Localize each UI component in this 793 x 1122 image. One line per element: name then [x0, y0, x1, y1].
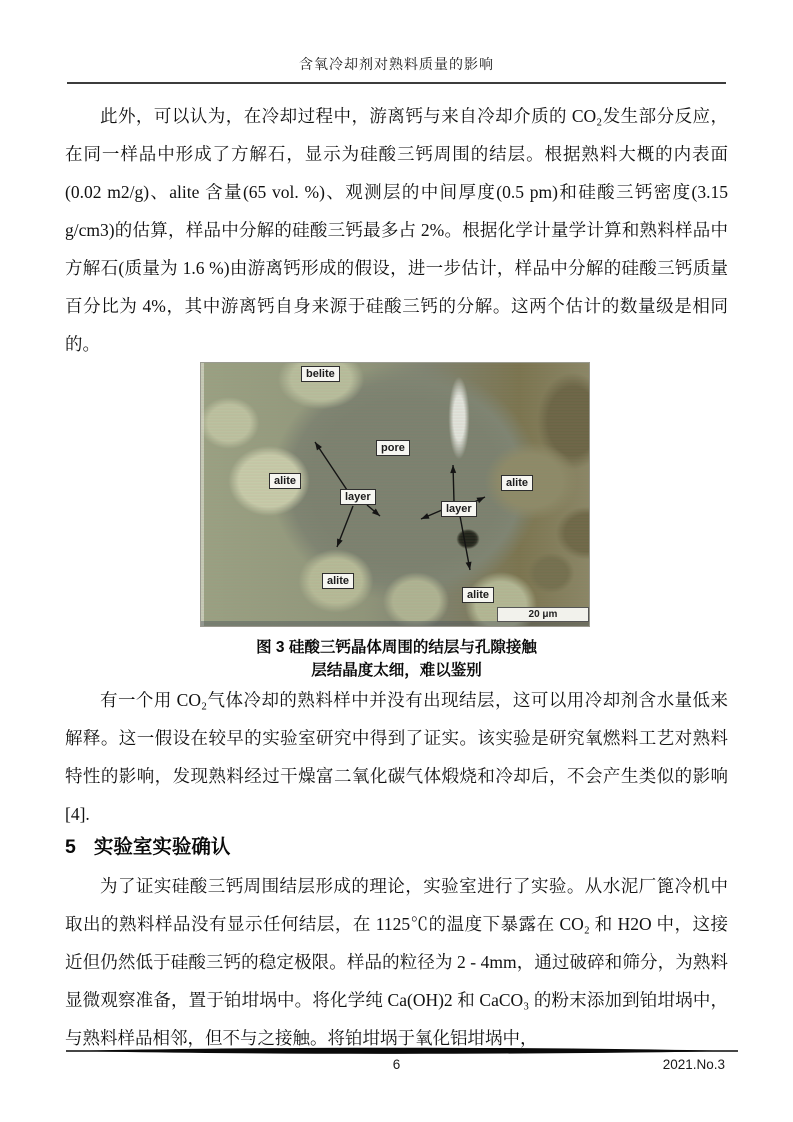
figure-caption: [0, 636, 793, 682]
figure-label-layer-left: layer: [340, 489, 376, 505]
figure-label-alite-bottom-left: alite: [322, 573, 354, 589]
paragraph-1: 此外，可以认为，在冷却过程中，游离钙与来自冷却介质的 CO₂发生部分反应，在同一样品中形成了方解石，显示为硅酸三钙周围的结层。根据熟料大概的内表面(0.02 m2/g)、alite 含量(65 vol. %)、观测层的中间厚度(0.5 pm)和硅酸三钙密度(3.15 g/cm3)的估算，样品中分解的硅酸三钙最多占 2%。根据化学计量学计算和熟料样品中方解石(质量为 1.6 %)由游离钙形成的假设，进一步估计，样品中分解的硅酸三钙质量百分比为 4%，其中游离钙自身来源于硅酸三钙的分解。这两个估计的数量级是相同的。: [65, 106, 728, 354]
figure-label-alite-left: alite: [269, 473, 301, 489]
footer-rule: [0, 1046, 793, 1056]
figure-label-pore: pore: [376, 440, 410, 456]
section-heading-5: [65, 831, 728, 859]
figure-caption-line1: 图 3 硅酸三钙晶体周围的结层与孔隙接触: [256, 639, 537, 656]
figure-label-alite-right: alite: [501, 475, 533, 491]
figure-label-alite-bottom-right: alite: [462, 587, 494, 603]
paragraph-3: 为了证实硅酸三钙周围结层形成的理论，实验室进行了实验。从水泥厂篦冷机中取出的熟料样品没有显示任何结层，在 1125℃的温度下暴露在 CO₂ 和 H2O 中，这接近但仍然低于硅酸三钙的稳定极限。样品的粒径为 2 - 4mm，通过破碎和筛分，为熟料显微观察准备，置于铂坩埚中。将化学纯 Ca(OH)2 和 CaCO₃ 的粉末添加到铂坩埚中，与熟料样品相邻，但不与之接触。将铂坩埚于氧化铝坩埚中，: [65, 876, 728, 1048]
issue-label: 2021.No.3: [662, 1057, 725, 1072]
page-number: 6: [392, 1057, 401, 1072]
header-rule: [67, 82, 726, 84]
annotation-arrows: [201, 363, 591, 628]
scale-bar: 20 μm: [497, 607, 589, 622]
paragraph-2: 有一个用 CO₂气体冷却的熟料样中并没有出现结层，这可以用冷却剂含水量低来解释。这一假设在较早的实验室研究中得到了证实。该实验是研究氧燃料工艺对熟料特性的影响，发现熟料经过干燥富二氧化碳气体煅烧和冷却后，不会产生类似的影响 [4].: [65, 690, 728, 824]
figure-label-layer-right: layer: [441, 501, 477, 517]
figure-caption-line2: 层结晶度太细，难以鉴别: [311, 662, 482, 679]
running-title: 含氧冷却剂对熟料质量的影响: [299, 58, 494, 73]
section-title: 实验室实验确认: [93, 836, 231, 858]
figure-label-belite: belite: [301, 366, 340, 382]
micrograph-figure: [200, 362, 590, 627]
section-number: 5: [65, 836, 76, 858]
